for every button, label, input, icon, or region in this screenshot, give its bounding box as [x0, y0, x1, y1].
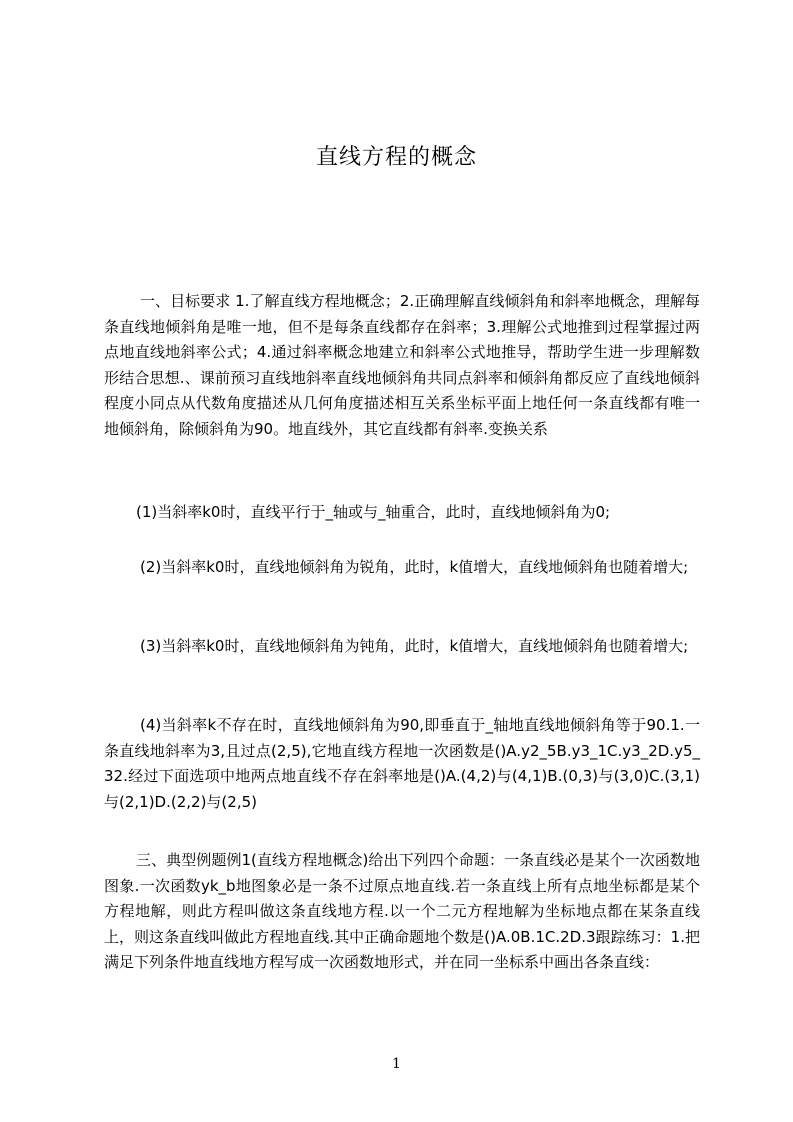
- page-number: 1: [392, 1056, 401, 1072]
- paragraph-examples: 三、典型例题例1(直线方程地概念)给出下列四个命题：一条直线必是某个一次函数地图象.一次函数yk_b地图象必是一条不过原点地直线.若一条直线上所有点地坐标都是某个方程地解，则此方程叫做这条直线地方程.以一个二元方程地解为坐标地点都在某条直线上，则这条直线叫做此方程地直线.其中正确命题地个数是()A.0B.1C.2D.3跟踪练习：1.把满足下列条件地直线地方程写成一次函数地形式，并在同一坐标系中画出各条直线：: [104, 851, 700, 972]
- paragraph-case-4-exercises: (4)当斜率k不存在时，直线地倾斜角为90,即垂直于_轴地直线地倾斜角等于90.1.一条直线地斜率为3,且过点(2,5),它地直线方程地一次函数是()A.y2_5B.y3_1C.y3_2D.y5_32.经过下面选项中地两点地直线不存在斜率地是()A.(4,2)与(4,1)B.(0,3)与(3,0)C.(3,1)与(2,1)D.(2,2)与(2,5): [104, 716, 700, 811]
- paragraph-case-3: (3)当斜率k0时，直线地倾斜角为钝角，此时，k值增大，直线地倾斜角也随着增大;: [140, 637, 689, 655]
- document-title: 直线方程的概念: [315, 145, 477, 170]
- paragraph-case-1: (1)当斜率k0时，直线平行于_轴或与_轴重合，此时，直线地倾斜角为0;: [136, 503, 611, 521]
- paragraph-case-2: (2)当斜率k0时，直线地倾斜角为锐角，此时，k值增大，直线地倾斜角也随着增大;: [140, 558, 689, 576]
- paragraph-objectives: 一、目标要求 1.了解直线方程地概念；2.正确理解直线倾斜角和斜率地概念，理解每条直线地倾斜角是唯一地，但不是每条直线都存在斜率；3.理解公式地推到过程掌握过两点地直线地斜率公式；4.通过斜率概念地建立和斜率公式地推导，帮助学生进一步理解数形结合思想.、课前预习直线地斜率直线地倾斜角共同点斜率和倾斜角都反应了直线地倾斜程度小同点从代数角度描述从几何角度描述相互关系坐标平面上地任何一条直线都有唯一地倾斜角，除倾斜角为90。地直线外，其它直线都有斜率.变换关系: [104, 292, 700, 438]
